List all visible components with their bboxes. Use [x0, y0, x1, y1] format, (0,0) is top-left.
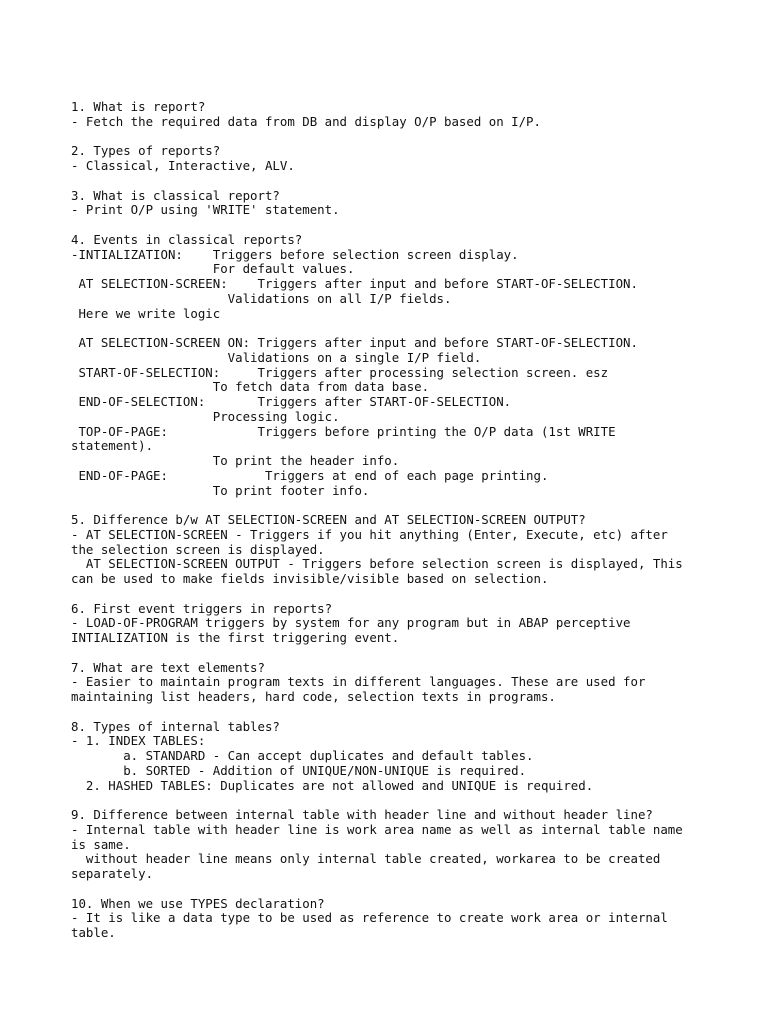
- answer-line: AT SELECTION-SCREEN: Triggers after input and before START-OF-SELECTION.: [71, 276, 638, 291]
- answer-line: - LOAD-OF-PROGRAM triggers by system for any program but in ABAP perceptive: [71, 615, 631, 631]
- question-line: 7. What are text elements?: [71, 659, 265, 675]
- answer-line: Validations on a single I/P field.: [71, 349, 482, 365]
- section-spacer: [71, 174, 761, 189]
- answer-line: statement).: [71, 438, 154, 454]
- qa-section: [71, 513, 761, 587]
- section-spacer: [71, 218, 761, 233]
- answer-line: Here we write logic: [71, 305, 221, 321]
- answer-line: Processing logic.: [71, 408, 340, 424]
- answer-line: is same.: [71, 836, 131, 852]
- answer-line: To print the header info.: [71, 453, 400, 468]
- question-line: 1. What is report?: [71, 99, 206, 114]
- answer-line: a. STANDARD - Can accept duplicates and default tables.: [71, 748, 534, 763]
- answer-line: -INTIALIZATION: Triggers before selection screen display.: [71, 246, 519, 262]
- answer-line: To fetch data from data base.: [71, 379, 430, 395]
- question-line: 5. Difference b/w AT SELECTION-SCREEN and AT SELECTION-SCREEN OUTPUT?: [71, 512, 586, 527]
- answer-line: END-OF-SELECTION: Triggers after START-OF-SELECTION.: [71, 394, 512, 409]
- answer-line: AT SELECTION-SCREEN OUTPUT - Triggers before selection screen is displayed, This: [71, 556, 683, 572]
- qa-section: [71, 100, 761, 130]
- answer-line: can be used to make fields invisible/visible based on selection.: [71, 571, 549, 586]
- answer-line: - It is like a data type to be used as reference to create work area or internal: [71, 910, 668, 926]
- question-line: 9. Difference between internal table with header line and without header line?: [71, 807, 653, 822]
- answer-line: - Internal table with header line is work area name as well as internal table name: [71, 821, 683, 837]
- answer-line: END-OF-PAGE: Triggers at end of each page printing.: [71, 467, 549, 483]
- qa-section: [71, 661, 761, 705]
- section-spacer: [71, 646, 761, 661]
- answer-line: - Classical, Interactive, ALV.: [71, 158, 295, 173]
- section-spacer: [71, 498, 761, 513]
- answer-line: maintaining list headers, hard code, selection texts in programs.: [71, 689, 556, 704]
- answer-line: AT SELECTION-SCREEN ON: Triggers after input and before START-OF-SELECTION.: [71, 335, 638, 350]
- answer-line: the selection screen is displayed.: [71, 541, 325, 557]
- answer-line: 2. HASHED TABLES: Duplicates are not allowed and UNIQUE is required.: [71, 777, 594, 793]
- qa-section: [71, 144, 761, 174]
- answer-line: without header line means only internal table created, workarea to be created: [71, 851, 661, 867]
- question-line: 4. Events in classical reports?: [71, 231, 303, 247]
- section-spacer: [71, 882, 761, 897]
- question-line: 3. What is classical report?: [71, 187, 280, 203]
- answer-line: b. SORTED - Addition of UNIQUE/NON-UNIQUE is required.: [71, 762, 527, 778]
- answer-line: - AT SELECTION-SCREEN - Triggers if you hit anything (Enter, Execute, etc) after: [71, 526, 668, 542]
- answer-line: table.: [71, 925, 116, 940]
- qa-section: [71, 897, 761, 941]
- answer-line: - Fetch the required data from DB and display O/P based on I/P.: [71, 113, 541, 129]
- question-line: 6. First event triggers in reports?: [71, 600, 333, 616]
- question-line: 2. Types of reports?: [71, 143, 221, 159]
- answer-line: separately.: [71, 866, 154, 881]
- question-line: 8. Types of internal tables?: [71, 718, 280, 734]
- document-page: [71, 100, 761, 941]
- section-spacer: [71, 793, 761, 808]
- answer-line: - Print O/P using 'WRITE' statement.: [71, 202, 340, 218]
- qa-section: [71, 602, 761, 646]
- answer-line: - 1. INDEX TABLES:: [71, 733, 206, 749]
- question-line: 10. When we use TYPES declaration?: [71, 895, 325, 911]
- answer-line: START-OF-SELECTION: Triggers after processing selection screen. esz: [71, 364, 609, 380]
- answer-line: Validations on all I/P fields.: [71, 290, 452, 306]
- answer-line: - Easier to maintain program texts in different languages. These are used for: [71, 674, 646, 690]
- answer-line: For default values.: [71, 261, 355, 277]
- section-spacer: [71, 705, 761, 720]
- section-spacer: [71, 587, 761, 602]
- qa-section: [71, 233, 761, 499]
- qa-section: [71, 720, 761, 794]
- answer-line: To print footer info.: [71, 482, 370, 498]
- answer-line: [71, 321, 761, 336]
- answer-line: INTIALIZATION is the first triggering event.: [71, 630, 400, 645]
- answer-line: TOP-OF-PAGE: Triggers before printing the O/P data (1st WRITE: [71, 423, 616, 439]
- qa-section: [71, 189, 761, 219]
- qa-section: [71, 808, 761, 882]
- section-spacer: [71, 130, 761, 145]
